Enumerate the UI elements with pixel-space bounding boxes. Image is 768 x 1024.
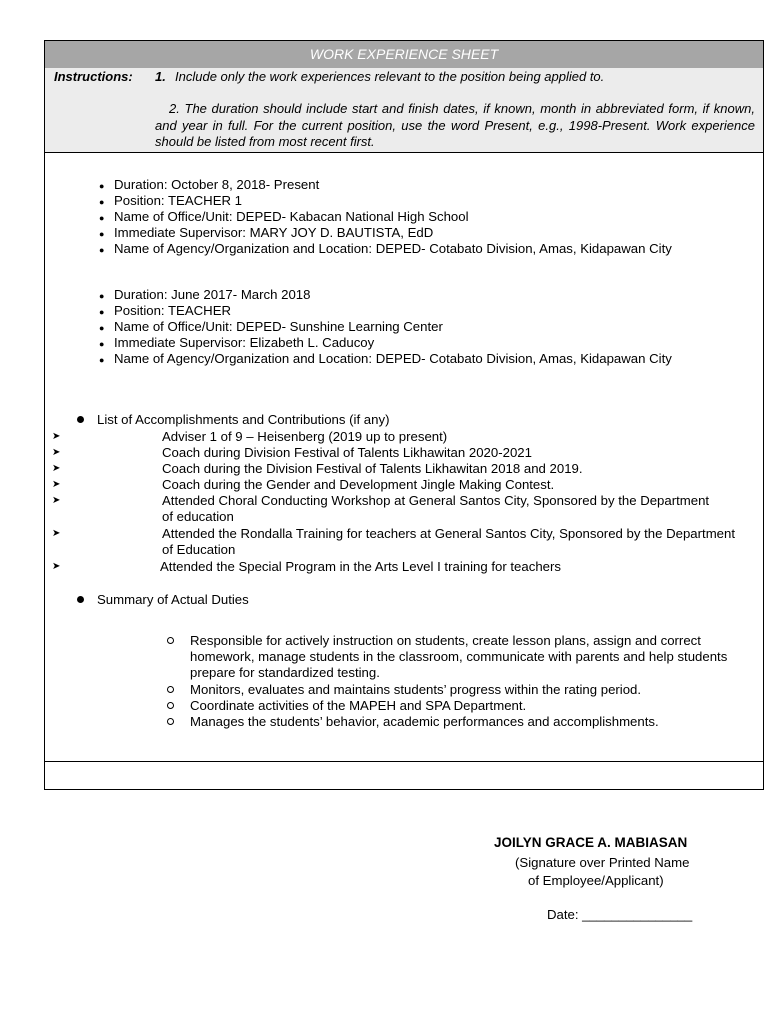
- accomplishment-item: Coach during Division Festival of Talents Likhawitan 2020-2021: [162, 445, 532, 460]
- instructions-box: [45, 68, 763, 153]
- job2-position: Position: TEACHER: [114, 303, 232, 318]
- circle-bullet-icon: [167, 702, 174, 709]
- accomplishment-item: Coach during the Gender and Development Jingle Making Contest.: [162, 477, 555, 492]
- bullet-icon: ●: [99, 355, 105, 365]
- footer-row-divider: [45, 761, 763, 762]
- duty-item: Manages the students’ behavior, academic performances and accomplishments.: [190, 714, 659, 729]
- bullet-icon: [77, 596, 84, 603]
- job2-duration: Duration: June 2017- March 2018: [114, 287, 311, 302]
- job1-duration: Duration: October 8, 2018- Present: [114, 177, 320, 192]
- arrow-bullet-icon: ➤: [52, 447, 61, 458]
- duties-heading: Summary of Actual Duties: [97, 592, 249, 607]
- circle-bullet-icon: [167, 637, 174, 644]
- sheet-title: WORK EXPERIENCE SHEET: [45, 41, 763, 69]
- job2-agency: Name of Agency/Organization and Location: DEPED- Cotabato Division, Amas, Kidapawan City: [114, 351, 672, 366]
- arrow-bullet-icon: ➤: [52, 431, 61, 442]
- bullet-icon: ●: [99, 213, 105, 223]
- accomplishment-item: Adviser 1 of 9 – Heisenberg (2019 up to present): [162, 429, 448, 444]
- circle-bullet-icon: [167, 718, 174, 725]
- instruction-number-2: 2.: [169, 101, 180, 116]
- bullet-icon: ●: [99, 339, 105, 349]
- bullet-icon: ●: [99, 197, 105, 207]
- accomplishments-heading: List of Accomplishments and Contributions (if any): [97, 412, 390, 427]
- bullet-icon: ●: [99, 181, 105, 191]
- signature-caption-line2: of Employee/Applicant): [528, 873, 664, 888]
- applicant-name: JOILYN GRACE A. MABIASAN: [494, 835, 688, 850]
- job1-office: Name of Office/Unit: DEPED- Kabacan National High School: [114, 209, 469, 224]
- circle-bullet-icon: [167, 686, 174, 693]
- instruction-number-1: 1.: [155, 69, 166, 84]
- job1-agency: Name of Agency/Organization and Location: DEPED- Cotabato Division, Amas, Kidapawan City: [114, 241, 672, 256]
- arrow-bullet-icon: ➤: [52, 495, 61, 506]
- bullet-icon: [77, 416, 84, 423]
- duty-item: Coordinate activities of the MAPEH and SPA Department.: [190, 698, 527, 713]
- arrow-bullet-icon: ➤: [52, 463, 61, 474]
- job2-supervisor: Immediate Supervisor: Elizabeth L. Caducoy: [114, 335, 375, 350]
- accomplishment-item: Attended the Rondalla Training for teachers at General Santos City, Sponsored by the Department of Education: [162, 526, 736, 557]
- instruction-1: Include only the work experiences relevant to the position being applied to.: [175, 69, 605, 84]
- duty-item: Responsible for actively instruction on students, create lesson plans, assign and correct homework, manage students in the classroom, communicate with parents and help students prepare for standardized testing.: [190, 633, 728, 680]
- bullet-icon: ●: [99, 245, 105, 255]
- bullet-icon: ●: [99, 291, 105, 301]
- accomplishment-item: Coach during the Division Festival of Talents Likhawitan 2018 and 2019.: [162, 461, 583, 476]
- date-field: Date: _______________: [547, 907, 693, 922]
- arrow-bullet-icon: ➤: [52, 528, 61, 539]
- bullet-icon: ●: [99, 323, 105, 333]
- accomplishment-item: Attended Choral Conducting Workshop at General Santos City, Sponsored by the Department of education: [162, 493, 710, 524]
- accomplishment-item: Attended the Special Program in the Arts Level I training for teachers: [160, 559, 561, 574]
- instructions-label: Instructions:: [54, 69, 133, 84]
- arrow-bullet-icon: ➤: [52, 479, 61, 490]
- job2-office: Name of Office/Unit: DEPED- Sunshine Learning Center: [114, 319, 443, 334]
- job1-supervisor: Immediate Supervisor: MARY JOY D. BAUTISTA, EdD: [114, 225, 434, 240]
- bullet-icon: ●: [99, 307, 105, 317]
- instruction-2: 2. The duration should include start and finish dates, if known, month in abbreviated form, if known, and year in full. For the current position, use the word Present, e.g., 1998-Present. Work experience should be listed from most recent first.: [155, 101, 755, 149]
- job1-position: Position: TEACHER 1: [114, 193, 243, 208]
- signature-caption-line1: (Signature over Printed Name: [515, 855, 690, 870]
- duty-item: Monitors, evaluates and maintains students’ progress within the rating period.: [190, 682, 642, 697]
- arrow-bullet-icon: ➤: [52, 561, 61, 572]
- bullet-icon: ●: [99, 229, 105, 239]
